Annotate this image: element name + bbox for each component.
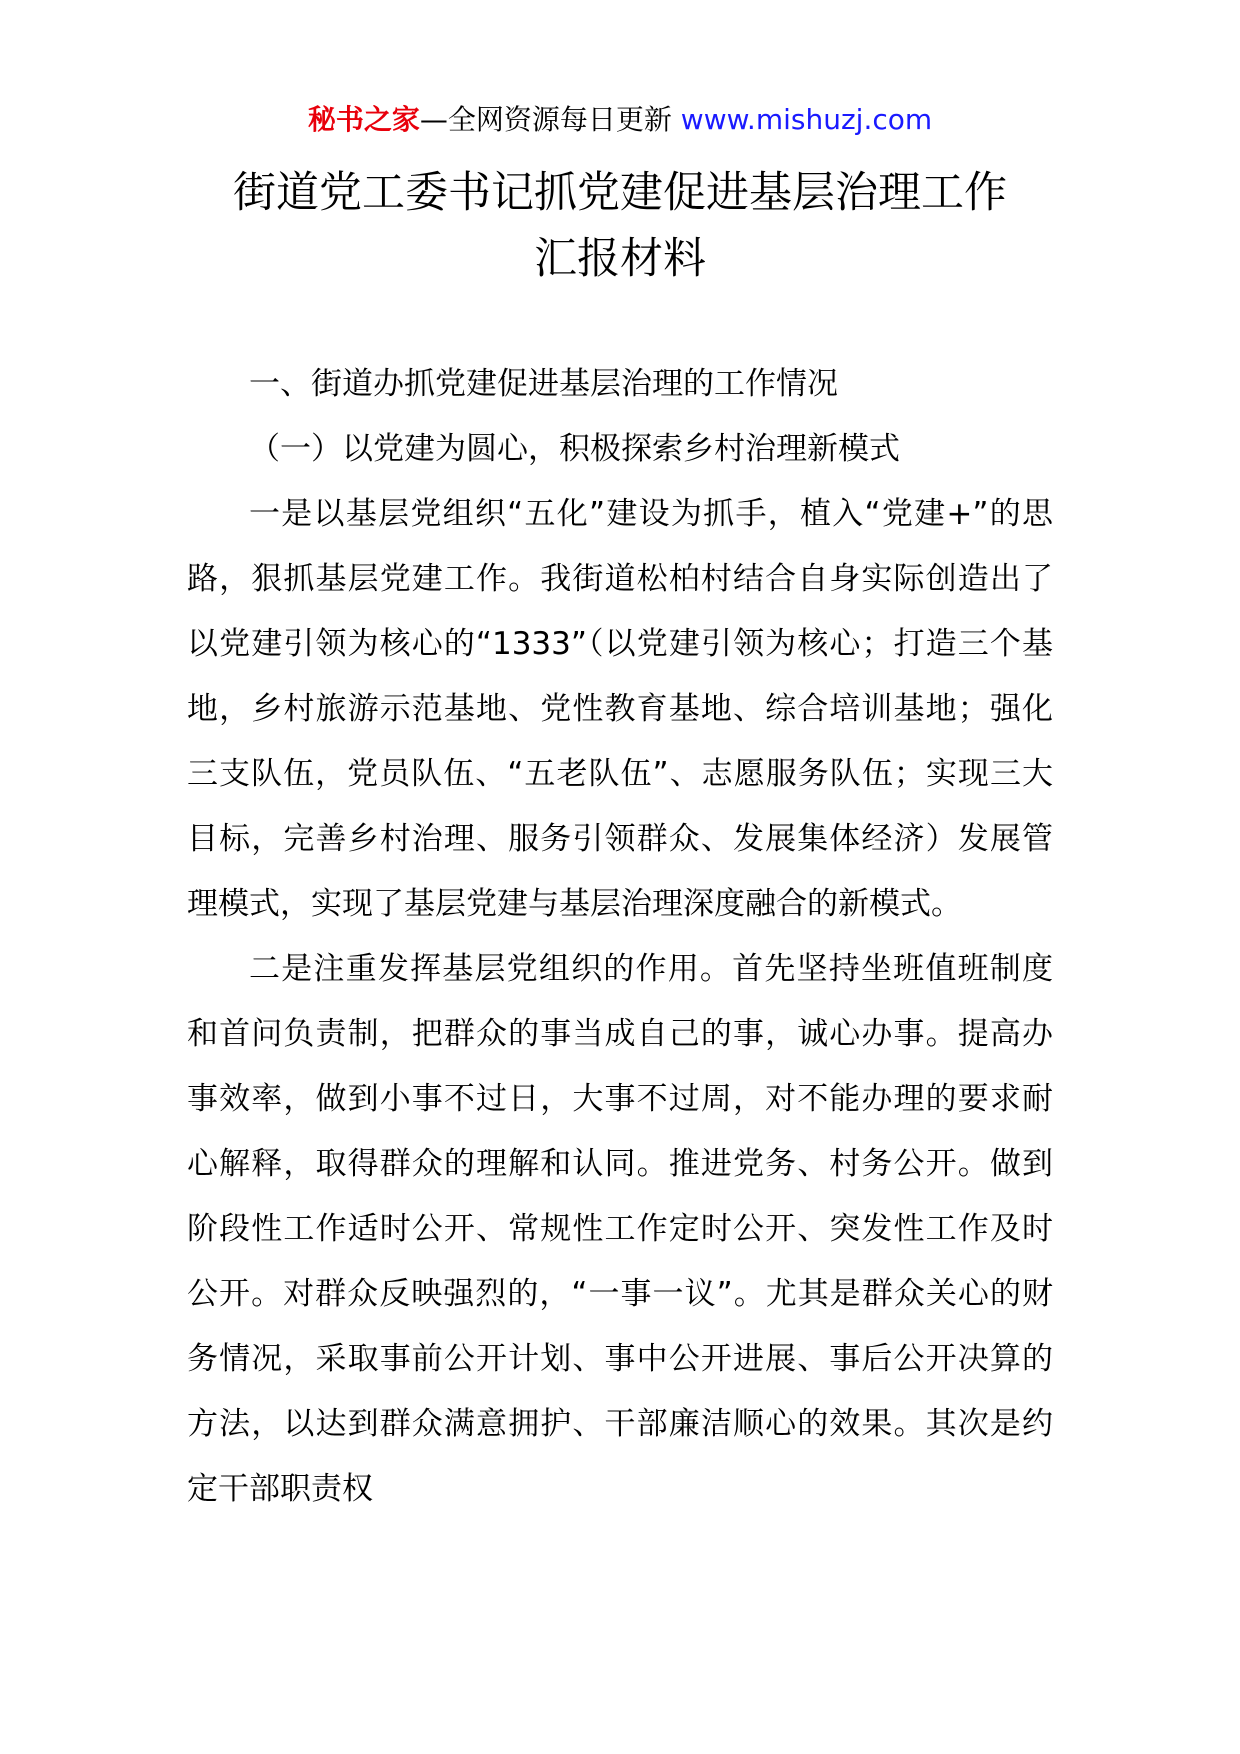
body-paragraph-2: 二是注重发挥基层党组织的作用。首先坚持坐班值班制度和首问负责制，把群众的事当成自己的事，诚心办事。提高办事效率，做到小事不过日，大事不过周，对不能办理的要求耐心解释，取得群众的理解和认同。推进党务、村务公开。做到阶段性工作适时公开、常规性工作定时公开、突发性工作及时公开。对群众反映强烈的，“一事一议”。尤其是群众关心的财务情况，采取事前公开计划、事中公开进展、事后公开决算的方法，以达到群众满意拥护、干部廉洁顺心的效果。其次是约定干部职责权	[187, 951, 1053, 1507]
document-body	[187, 352, 1053, 1522]
document-title	[180, 160, 1060, 292]
subsection-heading: （一）以党建为圆心，积极探索乡村治理新模式	[249, 431, 900, 467]
watermark-brand: 秘书之家	[307, 103, 420, 136]
watermark-slogan: —全网资源每日更新	[419, 103, 672, 136]
watermark-url[interactable]: www.mishuzj.com	[680, 103, 933, 136]
document-title-line-2: 汇报材料	[534, 234, 706, 284]
site-watermark	[0, 100, 1240, 140]
body-paragraph-1: 一是以基层党组织“五化”建设为抓手，植入“党建+”的思路，狠抓基层党建工作。我街道松柏村结合自身实际创造出了以党建引领为核心的“1333”（以党建引领为核心；打造三个基地，乡村旅游示范基地、党性教育基地、综合培训基地；强化三支队伍，党员队伍、“五老队伍”、志愿服务队伍；实现三大目标，完善乡村治理、服务引领群众、发展集体经济）发展管理模式，实现了基层党建与基层治理深度融合的新模式。	[187, 496, 1053, 922]
section-heading: 一、街道办抓党建促进基层治理的工作情况	[249, 366, 838, 402]
document-title-line-1: 街道党工委书记抓党建促进基层治理工作	[233, 168, 1007, 218]
